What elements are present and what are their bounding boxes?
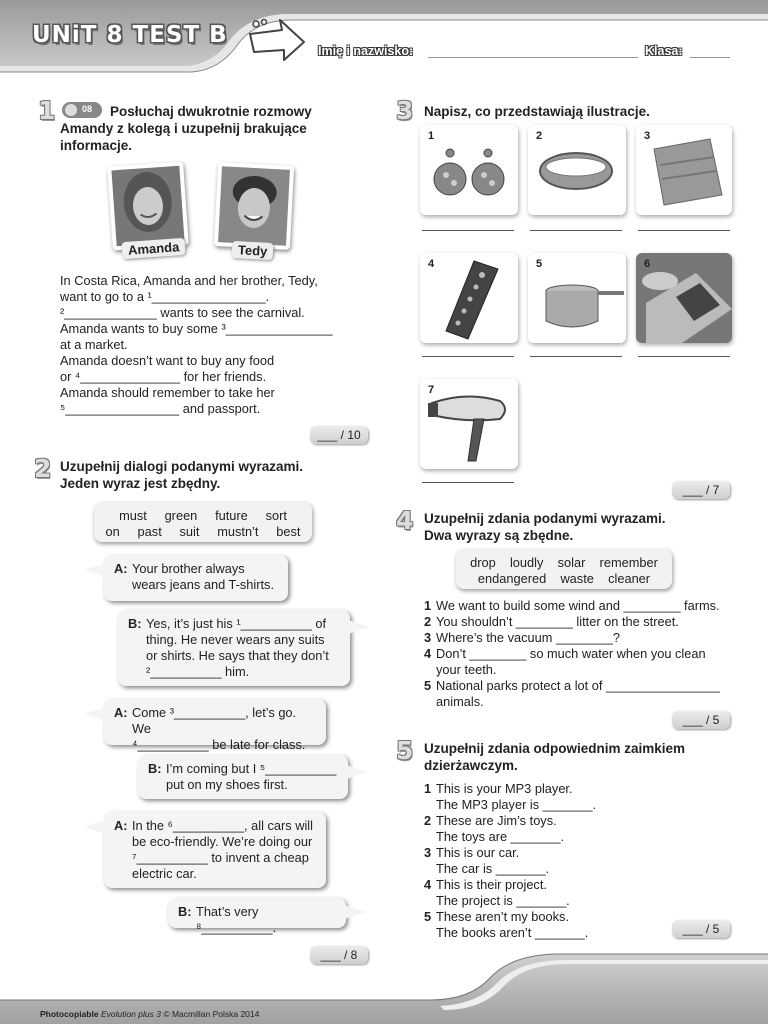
dialogue-bubble-b2: B: I’m coming but I ⁵__________ put on my shoes first.: [138, 755, 348, 799]
answer-line-1[interactable]: [422, 229, 514, 231]
exercise-1-number: 1: [38, 96, 56, 125]
list-item: 5 National parks protect a lot of ________________ animals.: [424, 678, 720, 709]
class-field[interactable]: [690, 56, 730, 58]
dialogue-bubble-a1: A: Your brother always wears jeans and T-shirts.: [104, 555, 288, 601]
exercise-3-number: 3: [396, 96, 414, 125]
picture-4: 4: [420, 253, 518, 343]
arrow-icon: [246, 16, 308, 64]
exercise-2-number: 2: [34, 454, 52, 483]
audio-track-number: 08: [82, 104, 93, 114]
exercise-4-score: ___ / 5: [672, 711, 730, 729]
name-field[interactable]: [428, 56, 638, 58]
answer-line-3[interactable]: [638, 229, 730, 231]
answer-line-5[interactable]: [530, 355, 622, 357]
exercise-4-list: [424, 598, 744, 710]
bracelet-icon: [536, 147, 616, 195]
audio-icon[interactable]: [62, 102, 102, 118]
text-line: ²_____________ wants to see the carnival.: [60, 305, 305, 320]
text-line: at a market.: [60, 337, 128, 352]
list-item: 4 This is their project. The project is _______.: [424, 877, 570, 908]
dialogue-bubble-a2: A: Come ³__________, let’s go. We ⁴__________ be late for class.: [104, 699, 326, 745]
picture-5: 5: [528, 253, 626, 343]
dialogue-bubble-a3: A: In the ⁶__________, all cars will be eco-friendly. We’re doing our ⁷__________ to invent a cheap electric car.: [104, 812, 326, 888]
exercise-5-number: 5: [396, 736, 414, 765]
footer-copyright: Photocopiable Evolution plus 3 © Macmillan Polska 2014: [40, 1009, 260, 1019]
exercise-4-word-box: drop loudly solar remember endangered waste cleaner: [456, 549, 672, 589]
answer-line-7[interactable]: [422, 481, 514, 483]
tedy-name-tag: Tedy: [232, 241, 274, 260]
picture-7: 7: [420, 379, 518, 469]
exercise-5-title: Uzupełnij zdania odpowiednim zaimkiem dzierżawczym.: [424, 741, 686, 773]
answer-line-4[interactable]: [422, 355, 514, 357]
text-line: or ⁴______________ for her friends.: [60, 369, 267, 384]
class-label: Klasa:: [645, 44, 683, 58]
exercise-4-number: 4: [396, 506, 414, 535]
answer-line-6[interactable]: [638, 355, 730, 357]
picture-3: 3: [636, 125, 732, 215]
towel-icon: [650, 135, 726, 209]
exercise-1-score: ___ / 10: [310, 426, 368, 444]
text-line: In Costa Rica, Amanda and her brother, Tedy,: [60, 273, 318, 288]
tedy-photo: [214, 162, 294, 250]
exercise-2-score: ___ / 8: [310, 946, 368, 964]
exercise-1-title: Posłuchaj dwukrotnie rozmowy: [110, 104, 312, 119]
list-item: 2 These are Jim’s toys. The toys are _______.: [424, 813, 565, 844]
exercise-2-word-box: must green future sort on past suit mustn’t best: [94, 502, 312, 542]
list-item: 1 We want to build some wind and ________ farms.: [424, 598, 720, 613]
exercise-3-title: Napisz, co przedstawiają ilustracje.: [424, 104, 650, 119]
remote-control-icon: [438, 257, 508, 341]
list-item: 2 You shouldn’t ________ litter on the street.: [424, 614, 679, 629]
exercise-5-list: [424, 781, 664, 941]
test-title: UNiT 8 TEST B: [32, 22, 228, 48]
exercise-2-title: Uzupełnij dialogi podanymi wyrazami. Jeden wyraz jest zbędny.: [60, 459, 304, 491]
text-line: Amanda should remember to take her: [60, 385, 275, 400]
list-item: 3 Where’s the vacuum ________?: [424, 630, 621, 645]
earrings-icon: [426, 145, 512, 201]
saucepan-icon: [536, 277, 626, 335]
list-item: 1 This is your MP3 player. The MP3 player is _______.: [424, 781, 597, 812]
amanda-photo: [107, 161, 189, 250]
list-item: 4 Don’t ________ so much water when you clean your teeth.: [424, 646, 706, 677]
bathroom-scales-icon: [636, 253, 732, 343]
dialogue-bubble-b3: B: That’s very ⁸__________.: [168, 898, 346, 928]
exercise-4-title: Uzupełnij zdania podanymi wyrazami. Dwa wyrazy są zbędne.: [424, 511, 666, 543]
exercise-1-title-cont: Amandy z kolegą i uzupełnij brakujące informacje.: [60, 121, 307, 153]
picture-2: 2: [528, 125, 626, 215]
picture-1: 1: [420, 125, 518, 215]
amanda-name-tag: Amanda: [121, 238, 185, 259]
list-item: 5 These aren’t my books. The books aren’t _______.: [424, 909, 589, 940]
exercise-1-text: [60, 273, 360, 417]
hairdryer-icon: [426, 389, 514, 465]
list-item: 3 This is our car. The car is _______.: [424, 845, 550, 876]
dialogue-bubble-b1: B: Yes, it’s just his ¹__________ of thing. He never wears any suits or shirts. He says that they don’t ²__________ him.: [118, 610, 350, 686]
text-line: Amanda doesn’t want to buy any food: [60, 353, 275, 368]
text-line: want to go to a ¹________________.: [60, 289, 270, 304]
picture-6: 6: [636, 253, 732, 343]
text-line: Amanda wants to buy some ³_______________: [60, 321, 333, 336]
exercise-5-score: ___ / 5: [672, 920, 730, 938]
answer-line-2[interactable]: [530, 229, 622, 231]
exercise-3-score: ___ / 7: [672, 481, 730, 499]
name-label: Imię i nazwisko:: [318, 44, 414, 58]
text-line: ⁵________________ and passport.: [60, 401, 261, 416]
